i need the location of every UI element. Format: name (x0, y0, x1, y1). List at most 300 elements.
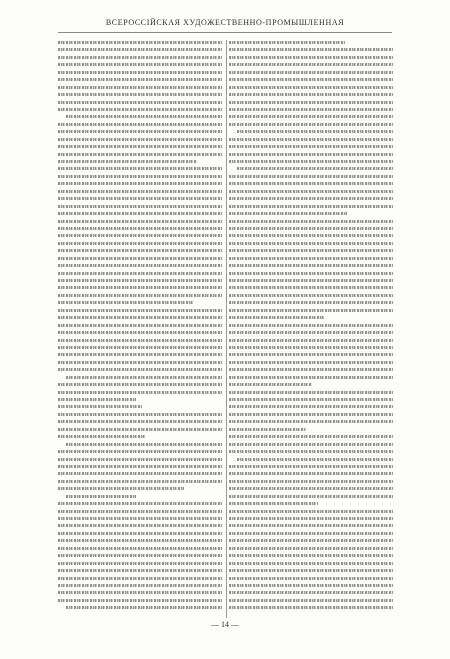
header-rule (58, 32, 392, 33)
text-line-ink (58, 279, 222, 282)
text-line (58, 69, 222, 76)
text-line (58, 426, 222, 433)
running-head: ВСЕРОССІЙСКАЯ ХУДОЖЕСТВЕННО-ПРОМЫШЛЕННАЯ (105, 18, 345, 27)
text-line (58, 113, 222, 120)
text-line-ink (58, 368, 222, 371)
text-line-ink (58, 71, 222, 74)
text-line (58, 470, 222, 477)
text-line (58, 240, 222, 247)
text-line (58, 589, 222, 596)
text-line (58, 270, 222, 277)
text-line-ink (58, 339, 222, 342)
text-line (58, 61, 222, 68)
text-line (229, 359, 393, 366)
text-line-ink (229, 391, 393, 394)
text-line-ink (229, 420, 393, 423)
text-line (229, 597, 393, 604)
text-line-ink (229, 190, 393, 193)
text-line (58, 203, 222, 210)
text-line (229, 515, 393, 522)
text-line-ink (229, 413, 393, 416)
text-line-ink (229, 212, 347, 215)
text-line-ink (229, 41, 345, 44)
text-line (229, 604, 393, 611)
text-line (229, 478, 393, 485)
text-line-ink (58, 331, 222, 334)
text-line (58, 299, 222, 306)
text-line (58, 604, 222, 611)
text-line-ink (58, 286, 222, 289)
text-line-ink (58, 153, 222, 156)
text-line (229, 463, 393, 470)
text-line (58, 359, 222, 366)
text-line (58, 128, 222, 135)
text-line-ink (58, 539, 222, 542)
text-line-ink (229, 78, 393, 81)
text-line-ink (229, 234, 393, 237)
text-line-ink (237, 130, 393, 133)
text-line-ink (229, 532, 393, 535)
text-line (229, 426, 393, 433)
text-line (229, 225, 393, 232)
text-line (58, 210, 222, 217)
text-line (229, 121, 393, 128)
text-line-ink (229, 138, 393, 141)
text-line (58, 485, 222, 492)
text-line (58, 530, 222, 537)
text-line-ink (229, 294, 393, 297)
text-line (229, 381, 393, 388)
text-line-ink (58, 577, 222, 580)
text-line (229, 151, 393, 158)
text-line-ink (229, 376, 393, 379)
text-line (229, 69, 393, 76)
text-line-ink (229, 324, 393, 327)
text-line (229, 552, 393, 559)
text-line (229, 61, 393, 68)
text-line-ink (58, 353, 222, 356)
text-line (58, 389, 222, 396)
text-line (229, 337, 393, 344)
text-line (58, 143, 222, 150)
text-line-ink (229, 472, 393, 475)
text-line-ink (58, 562, 222, 565)
text-line-ink (58, 264, 222, 267)
text-line (58, 165, 222, 172)
text-line (58, 560, 222, 567)
text-line-ink (229, 279, 393, 282)
text-line (229, 448, 393, 455)
text-line (58, 218, 222, 225)
text-line-ink (229, 145, 393, 148)
text-line-ink (229, 524, 393, 527)
text-line-ink (58, 294, 222, 297)
text-line (58, 351, 222, 358)
text-line-ink (229, 361, 393, 364)
text-line-ink (229, 554, 393, 557)
text-line-ink (229, 383, 312, 386)
text-line-ink (58, 554, 222, 557)
text-line (229, 329, 393, 336)
text-line-ink (66, 495, 136, 498)
text-line (229, 522, 393, 529)
text-line (58, 255, 222, 262)
text-line-ink (58, 175, 222, 178)
text-line (229, 173, 393, 180)
text-line (58, 433, 222, 440)
text-line-ink (58, 167, 222, 170)
text-line (229, 537, 393, 544)
text-line-ink (229, 591, 393, 594)
text-line-ink (229, 606, 393, 609)
text-line-ink (229, 309, 393, 312)
text-line (229, 307, 393, 314)
text-line-ink (58, 212, 222, 215)
text-line (229, 589, 393, 596)
text-line (58, 136, 222, 143)
text-line-ink (229, 502, 318, 505)
text-line-ink (58, 205, 222, 208)
text-line (58, 463, 222, 470)
text-line (229, 575, 393, 582)
text-line-ink (66, 606, 222, 609)
text-line (229, 210, 393, 217)
text-line-ink (66, 443, 222, 446)
text-line (58, 46, 222, 53)
text-line-ink (229, 301, 393, 304)
text-line (58, 99, 222, 106)
text-line (229, 136, 393, 143)
text-line-ink (229, 272, 393, 275)
text-line-ink (229, 443, 393, 446)
text-line-ink (229, 577, 393, 580)
text-line (229, 46, 393, 53)
text-line-ink (58, 257, 222, 260)
text-line-ink (58, 547, 222, 550)
text-line (58, 329, 222, 336)
text-line-ink (58, 584, 222, 587)
text-line-ink (58, 93, 222, 96)
text-line (229, 441, 393, 448)
text-line (58, 366, 222, 373)
text-line-ink (58, 472, 222, 475)
text-line (58, 262, 222, 269)
text-line-ink (229, 562, 393, 565)
text-line-ink (58, 227, 222, 230)
text-line-ink (58, 86, 222, 89)
text-line-ink (58, 316, 222, 319)
text-line-ink (58, 324, 222, 327)
text-line-ink (229, 316, 325, 319)
text-line (58, 54, 222, 61)
text-line-ink (229, 599, 393, 602)
text-line-ink (229, 160, 393, 163)
text-line-ink (58, 123, 222, 126)
text-line (229, 262, 393, 269)
text-line-ink (58, 220, 222, 223)
text-line-ink (229, 517, 393, 520)
text-line-ink (66, 376, 222, 379)
text-line (58, 374, 222, 381)
text-line-ink (229, 115, 393, 118)
text-line-ink (229, 86, 393, 89)
text-line (229, 389, 393, 396)
text-line (229, 158, 393, 165)
text-line-ink (58, 517, 222, 520)
text-line-ink (58, 249, 222, 252)
text-line (229, 582, 393, 589)
text-line (229, 411, 393, 418)
text-line (229, 232, 393, 239)
text-line-ink (229, 569, 393, 572)
text-line (229, 508, 393, 515)
text-line (58, 76, 222, 83)
text-line (58, 448, 222, 455)
text-line (58, 277, 222, 284)
text-line (58, 188, 222, 195)
text-line-ink (58, 450, 222, 453)
text-line (229, 433, 393, 440)
left-text-column (58, 39, 222, 619)
text-line-ink (58, 465, 222, 468)
text-line-ink (58, 108, 222, 111)
text-line (229, 396, 393, 403)
text-line (229, 113, 393, 120)
text-line (58, 396, 222, 403)
text-line-ink (58, 48, 222, 51)
text-line (58, 158, 222, 165)
text-line-ink (58, 346, 222, 349)
text-line-ink (58, 487, 184, 490)
text-line-ink (229, 584, 393, 587)
text-line-ink (58, 56, 222, 59)
text-line (229, 128, 393, 135)
text-line-ink (58, 361, 222, 364)
text-line (229, 500, 393, 507)
text-line-ink (229, 435, 393, 438)
text-line (58, 508, 222, 515)
text-line-ink (58, 524, 222, 527)
text-line (229, 292, 393, 299)
text-line (58, 225, 222, 232)
text-line (58, 456, 222, 463)
text-line (58, 121, 222, 128)
text-line (58, 91, 222, 98)
page-number: — 14 — (211, 620, 239, 629)
text-line (229, 203, 393, 210)
text-line (229, 344, 393, 351)
text-line (229, 418, 393, 425)
text-line-ink (58, 458, 222, 461)
text-line-ink (58, 301, 193, 304)
text-line-ink (229, 346, 393, 349)
text-line (229, 322, 393, 329)
text-line (58, 552, 222, 559)
text-line (58, 322, 222, 329)
text-line (229, 567, 393, 574)
text-line-ink (58, 130, 222, 133)
text-line (229, 366, 393, 373)
text-line (229, 218, 393, 225)
text-line (229, 456, 393, 463)
text-line-ink (229, 428, 306, 431)
text-line-ink (58, 272, 222, 275)
text-line-ink (58, 428, 222, 431)
text-line-ink (58, 309, 222, 312)
text-line (229, 299, 393, 306)
text-line-ink (58, 405, 142, 408)
text-line-ink (229, 93, 393, 96)
text-line (229, 560, 393, 567)
text-line (58, 173, 222, 180)
text-line (229, 374, 393, 381)
text-line-ink (58, 242, 222, 245)
text-line-ink (58, 502, 222, 505)
text-line (229, 493, 393, 500)
text-line (58, 478, 222, 485)
text-line (229, 91, 393, 98)
text-line-ink (229, 48, 393, 51)
text-line (229, 470, 393, 477)
text-line-ink (229, 227, 393, 230)
text-line (229, 76, 393, 83)
text-line (58, 151, 222, 158)
text-line (229, 545, 393, 552)
text-line-ink (58, 138, 222, 141)
text-line-ink (58, 41, 222, 44)
text-line-ink (58, 510, 222, 513)
text-line (229, 180, 393, 187)
column-divider (226, 40, 227, 618)
text-line (229, 195, 393, 202)
text-line (58, 582, 222, 589)
text-line-ink (229, 123, 393, 126)
text-line-ink (229, 242, 393, 245)
text-line-ink (58, 63, 222, 66)
text-line (229, 240, 393, 247)
text-line (58, 500, 222, 507)
text-line-ink (58, 420, 222, 423)
text-line-ink (66, 115, 222, 118)
text-line-ink (229, 56, 393, 59)
text-line (229, 143, 393, 150)
text-line (58, 195, 222, 202)
text-line-ink (237, 458, 393, 461)
text-line-ink (229, 339, 393, 342)
text-line (58, 522, 222, 529)
text-line (229, 165, 393, 172)
text-line-ink (58, 145, 222, 148)
text-line-ink (58, 532, 222, 535)
text-line (229, 106, 393, 113)
text-line-ink (229, 487, 393, 490)
text-line-ink (229, 510, 393, 513)
text-line (229, 84, 393, 91)
text-line-ink (229, 368, 393, 371)
text-line-ink (58, 413, 222, 416)
text-line (229, 403, 393, 410)
text-line (229, 270, 393, 277)
text-line-ink (58, 435, 146, 438)
text-line-ink (58, 101, 222, 104)
text-line (58, 337, 222, 344)
text-line (58, 292, 222, 299)
text-line-ink (58, 480, 222, 483)
text-line-ink (229, 353, 393, 356)
text-line-ink (229, 220, 393, 223)
text-line-ink (229, 108, 393, 111)
text-line-ink (229, 63, 393, 66)
text-line-ink (229, 547, 393, 550)
text-line (58, 284, 222, 291)
text-line-ink (229, 153, 393, 156)
text-line-ink (229, 182, 393, 185)
text-line-ink (58, 78, 222, 81)
text-line (58, 344, 222, 351)
text-line (229, 39, 393, 46)
text-line-ink (229, 405, 393, 408)
text-line (58, 381, 222, 388)
text-line-ink (229, 101, 393, 104)
text-line-ink (229, 71, 393, 74)
text-line-ink (58, 190, 222, 193)
text-line (58, 411, 222, 418)
text-line (229, 351, 393, 358)
text-line (58, 84, 222, 91)
text-line (229, 99, 393, 106)
text-line-ink (229, 398, 393, 401)
text-line (58, 441, 222, 448)
text-line (229, 54, 393, 61)
text-line (58, 232, 222, 239)
text-line-ink (229, 465, 393, 468)
text-line-ink (58, 383, 222, 386)
text-line-ink (58, 569, 222, 572)
text-line (229, 277, 393, 284)
text-line (229, 247, 393, 254)
text-line (58, 314, 222, 321)
text-line (229, 314, 393, 321)
right-text-column (229, 39, 393, 619)
text-line-ink (58, 182, 222, 185)
text-line (58, 307, 222, 314)
text-line-ink (58, 591, 222, 594)
text-line (58, 39, 222, 46)
text-line (229, 188, 393, 195)
text-line-ink (58, 234, 222, 237)
text-line-ink (58, 391, 222, 394)
text-line-ink (229, 257, 393, 260)
text-line-ink (229, 331, 393, 334)
text-line (58, 597, 222, 604)
text-line (58, 545, 222, 552)
text-line (229, 485, 393, 492)
text-line-ink (229, 539, 393, 542)
text-line (58, 515, 222, 522)
text-line (58, 537, 222, 544)
text-line-ink (58, 197, 222, 200)
text-line (229, 284, 393, 291)
text-line (58, 418, 222, 425)
text-line (58, 180, 222, 187)
text-line-ink (229, 205, 393, 208)
text-line-ink (237, 167, 393, 170)
text-line-ink (229, 175, 393, 178)
text-line-ink (58, 398, 136, 401)
text-line-ink (229, 450, 393, 453)
text-line (58, 247, 222, 254)
text-line-ink (229, 197, 393, 200)
